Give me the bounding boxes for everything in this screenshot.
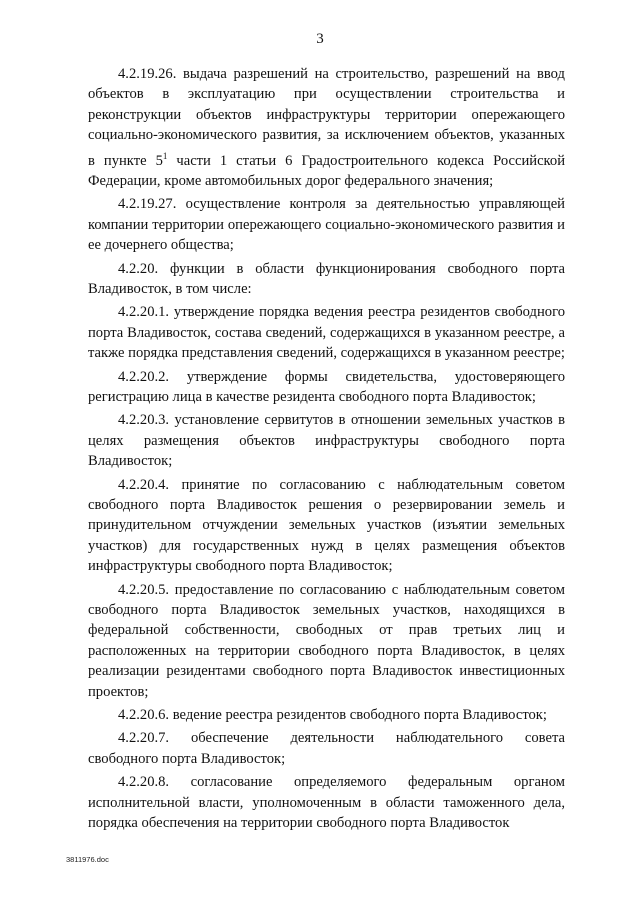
superscript: 1 [162,150,168,161]
footer-doc-code: 3811976.doc [66,855,109,864]
paragraph [88,410,565,471]
paragraph [88,367,565,408]
clause-number: 4.2.20.7. [118,730,170,747]
clause-text: ведение реестра резидентов свободного порта Владивосток; [172,707,547,724]
clause-number: 4.2.20.5. [118,581,170,598]
clause-number: 4.2.20.3. [118,412,170,429]
clause-number: 4.2.20.6. [118,707,170,724]
document-body [88,64,565,836]
clause-number: 4.2.20. [118,260,159,277]
clause-number: 4.2.20.4. [118,476,170,493]
paragraph [88,580,565,702]
paragraph [88,194,565,255]
clause-text: утверждение порядка ведения реестра резидентов свободного порта Владивосток, состава сведений, содержащихся в указанном реестре, а также порядка представления сведений, содержащихся в указанном реестре; [88,304,565,362]
clause-text: функции в области функционирования свободного порта Владивосток, в том числе: [88,260,565,297]
paragraph [88,302,565,363]
clause-text: осуществление контроля за деятельностью управляющей компании территории опережающего социально-экономического развития и ее дочернего общества; [88,196,565,254]
clause-text: согласование определяемого федеральным органом исполнительной власти, уполномоченным в области таможенного дела, порядка обеспечения на территории свободного порта Владивосток [88,774,565,832]
clause-text: обеспечение деятельности наблюдательного совета свободного порта Владивосток; [88,730,565,767]
clause-number: 4.2.19.26. [118,66,177,82]
clause-text: принятие по согласованию с наблюдательным советом свободного порта Владивосток решения о резервировании земель и принудительном отчуждении земельных участков (изъятии земельных участков) для государственных нужд в целях размещения объектов инфраструктуры свободного порта Владивосток; [88,476,565,575]
paragraph [88,475,565,577]
clause-text-tail: части 1 статьи 6 Градостроительного кодекса Российской Федерации, кроме автомобильных дорог федерального значения; [88,152,565,189]
paragraph [88,728,565,769]
clause-number: 4.2.20.8. [118,774,170,791]
paragraph [88,705,565,725]
page-number: 3 [316,31,324,47]
clause-text: предоставление по согласованию с наблюдательным советом свободного порта Владивосток земельных участков, находящихся в федеральной собственности, свободных от прав третьих лиц и расположенных на территории свободного порта Владивосток, в целях реализации резидентами свободного порта Владивосток инвестиционных проектов; [88,581,565,700]
clause-text: выдача разрешений на строительство, разрешений на ввод объектов в эксплуатацию при осуществлении строительства и реконструкции объектов инфраструктуры территории опережающего социально-экономического развития, за исключением объектов, указанных в пункте 5 [88,66,565,169]
paragraph [88,772,565,833]
clause-number: 4.2.20.1. [118,304,170,321]
paragraph [88,259,565,300]
clause-number: 4.2.20.2. [118,368,170,385]
clause-text: утверждение формы свидетельства, удостоверяющего регистрацию лица в качестве резидента свободного порта Владивосток; [88,368,565,405]
paragraph [88,64,565,191]
clause-number: 4.2.19.27. [118,196,177,213]
clause-text: установление сервитутов в отношении земельных участков в целях размещения объектов инфраструктуры свободного порта Владивосток; [88,412,566,470]
